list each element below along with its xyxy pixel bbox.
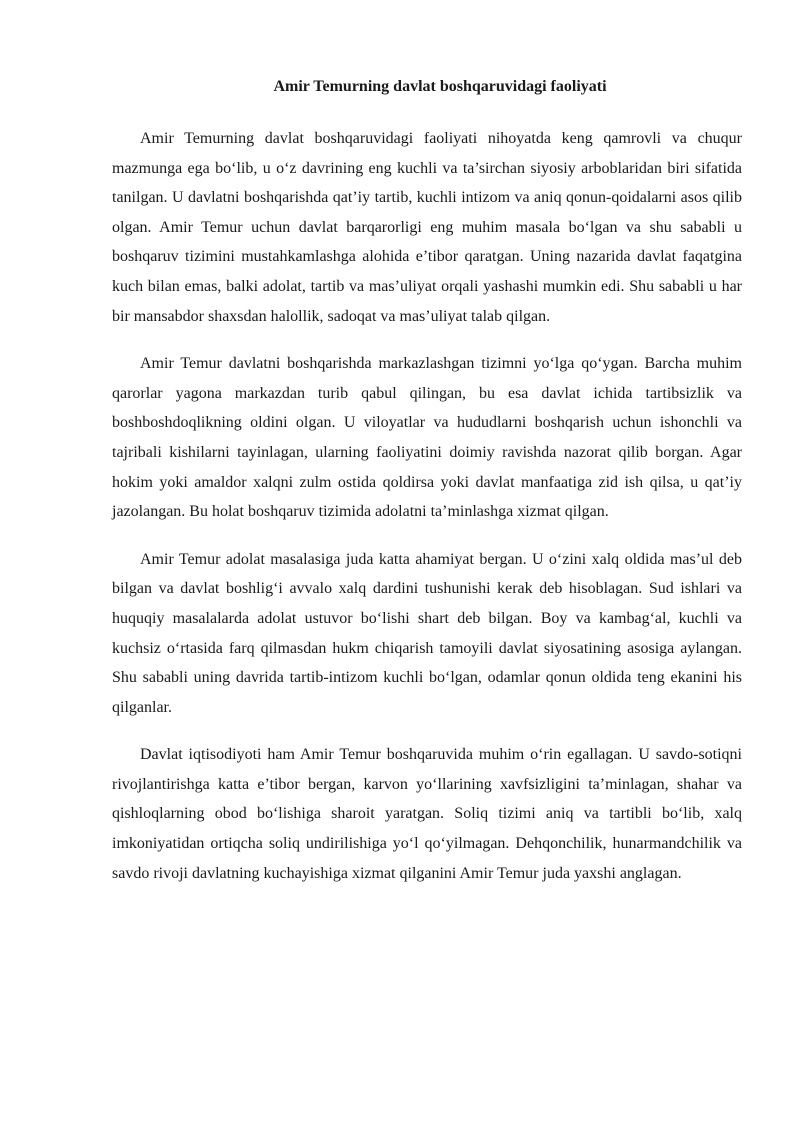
paragraph-2: Amir Temur davlatni boshqarishda markazlashgan tizimni yo‘lga qo‘ygan. Barcha muhim qarorlar yagona markazdan turib qabul qilingan, bu esa davlat ichida tartibsizlik va boshboshdoqlikning oldini olgan. U viloyatlar va hududlarni boshqarish uchun ishonchli va tajribali kishilarni tayinlagan, ularning faoliyatini doimiy ravishda nazorat qilib borgan. Agar hokim yoki amaldor xalqni zulm ostida qoldirsa yoki davlat manfaatiga zid ish qilsa, u qat’iy jazolangan. Bu holat boshqaruv tizimida adolatni ta’minlashga xizmat qilgan. xyxy=(112,355,742,521)
paragraph-3: Amir Temur adolat masalasiga juda katta ahamiyat bergan. U o‘zini xalq oldida mas’ul deb bilgan va davlat boshlig‘i avvalo xalq dardini tushunishi kerak deb hisoblagan. Sud ishlari va huquqiy masalalarda adolat ustuvor bo‘lishi shart deb bilgan. Boy va kambag‘al, kuchli va kuchsiz o‘rtasida farq qilmasdan hukm chiqarish tamoyili davlat siyosatining asosiga aylangan. Shu sababli uning davrida tartib-intizom kuchli bo‘lgan, odamlar qonun oldida teng ekanini his qilganlar. xyxy=(112,550,742,716)
paragraph-4: Davlat iqtisodiyoti ham Amir Temur boshqaruvida muhim o‘rin egallagan. U savdo-sotiqni rivojlantirishga katta e’tibor bergan, karvon yo‘llarining xavfsizligini ta’minlagan, shahar va qishloqlarning obod bo‘lishiga sharoit yaratgan. Soliq tizimi aniq va tartibli bo‘lib, xalq imkoniyatidan ortiqcha soliq undirilishiga yo‘l qo‘yilmagan. Dehqonchilik, hunarmandchilik va savdo rivoji davlatning kuchayishiga xizmat qilganini Amir Temur juda yaxshi anglagan. xyxy=(112,746,742,882)
document-title: Amir Temurning davlat boshqaruvidagi faoliyati xyxy=(273,78,607,95)
document-body xyxy=(112,124,742,906)
paragraph-1: Amir Temurning davlat boshqaruvidagi faoliyati nihoyatda keng qamrovli va chuqur mazmunga ega bo‘lib, u o‘z davrining eng kuchli va ta’sirchan siyosiy arboblaridan biri sifatida tanilgan. U davlatni boshqarishda qat’iy tartib, kuchli intizom va aniq qonun-qoidalarni asos qilib olgan. Amir Temur uchun davlat barqarorligi eng muhim masala bo‘lgan va shu sababli u boshqaruv tizimini mustahkamlashga alohida e’tibor qaratgan. Uning nazarida davlat faqatgina kuch bilan emas, balki adolat, tartib va mas’uliyat orqali yashashi mumkin edi. Shu sababli u har bir mansabdor shaxsdan halollik, sadoqat va mas’uliyat talab qilgan. xyxy=(112,130,742,325)
